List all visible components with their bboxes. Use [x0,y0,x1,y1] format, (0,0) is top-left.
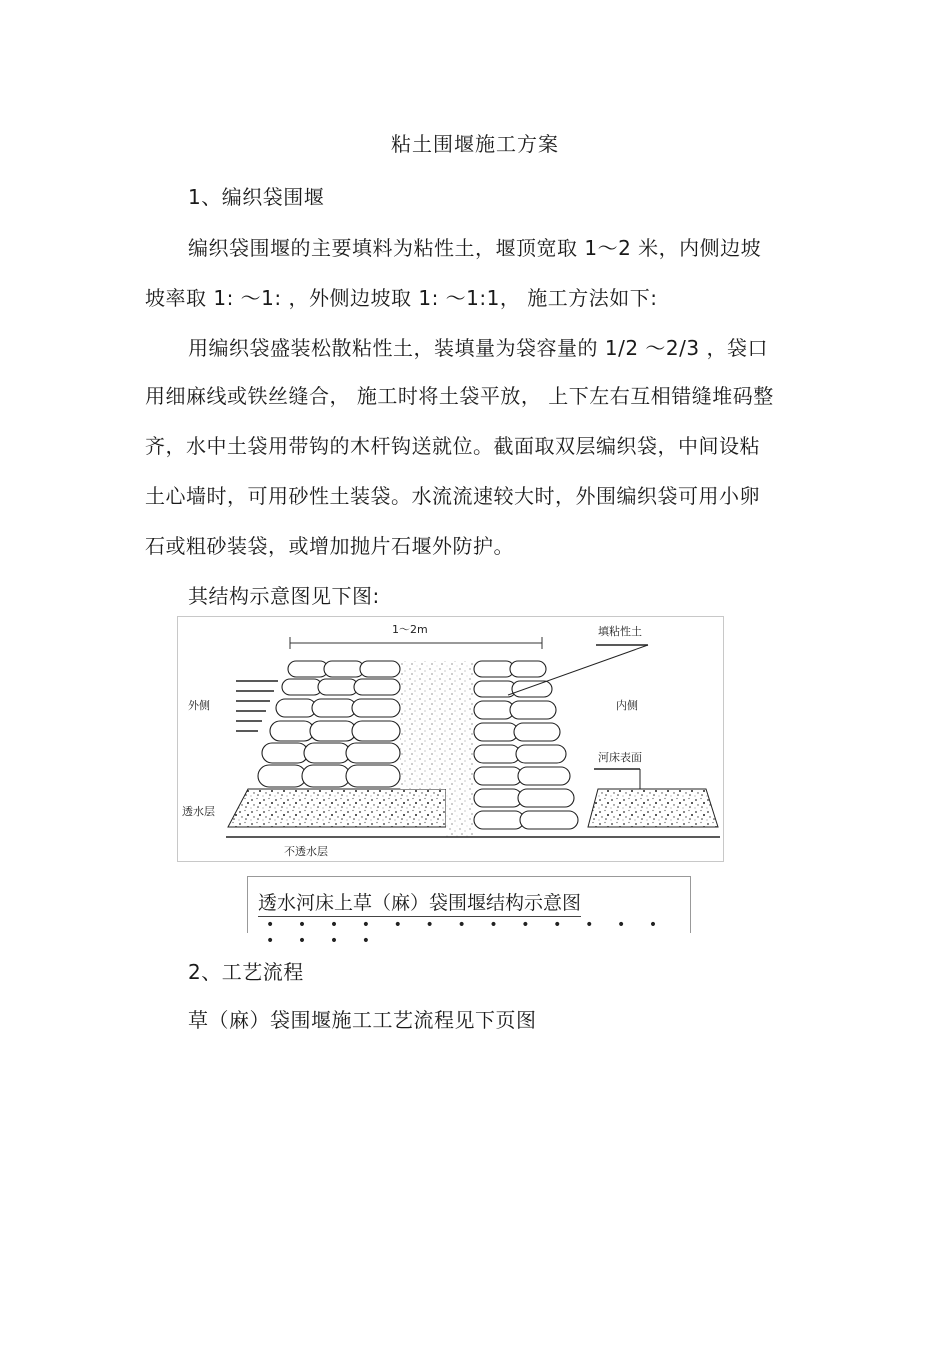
inside-label: 内侧 [616,699,638,712]
impermeable-label: 不透水层 [284,845,328,858]
water-lines [236,681,278,731]
paragraph-2-line-3: 齐，水中土袋用带钩的木杆钩送就位。截面取双层编织袋，中间设粘 [145,434,760,458]
permeable-layer-right [588,789,718,827]
paragraph-2-line-5: 石或粗砂装袋，或增加抛片石堰外防护。 [145,534,514,558]
permeable-layer-left [228,789,446,827]
paragraph-1-line-2: 坡率取 1: ～1: ，外侧边坡取 1: ～1:1， 施工方法如下: [145,286,658,310]
section-2-heading: 2、工艺流程 [188,960,304,984]
width-dimension [290,623,542,649]
paragraph-1-line-1: 编织袋围堰的主要填料为粘性土，堰顶宽取 1～2 米，内侧边坡 [188,236,762,260]
paragraph-2-line-4: 土心墙时，可用砂性土装袋。水流流速较大时，外围编织袋可用小卵 [145,484,760,508]
section-2-paragraph: 草（麻）袋围堰施工工艺流程见下页图 [188,1008,537,1032]
cofferdam-diagram-svg [178,617,723,861]
page-title: 粘土围堰施工方案 [391,132,559,156]
figure-intro: 其结构示意图见下图: [188,584,380,608]
fill-clay-label: 填粘性土 [598,625,642,638]
caption-emphasis-dots: • • • • • • • • • • • • • • • • • [266,917,667,949]
outside-label: 外侧 [188,699,210,712]
section-1-heading: 1、编织袋围堰 [188,185,325,209]
paragraph-2-line-1: 用编织袋盛装松散粘性土，装填量为袋容量的 1/2 ～2/3 ，袋口 [188,336,768,360]
width-label: 1～2m [392,623,428,636]
figure-caption: 透水河床上草（麻）袋围堰结构示意图 [258,888,581,917]
permeable-label: 透水层 [182,805,215,818]
paragraph-2-line-2: 用细麻线或铁丝缝合， 施工时将土袋平放， 上下左右互相错缝堆码整 [145,384,774,408]
figure-caption-box [247,876,691,949]
right-bag-stack [474,661,578,829]
cofferdam-diagram [177,616,724,862]
left-bag-stack [258,661,400,787]
riverbed-label: 河床表面 [598,751,642,764]
